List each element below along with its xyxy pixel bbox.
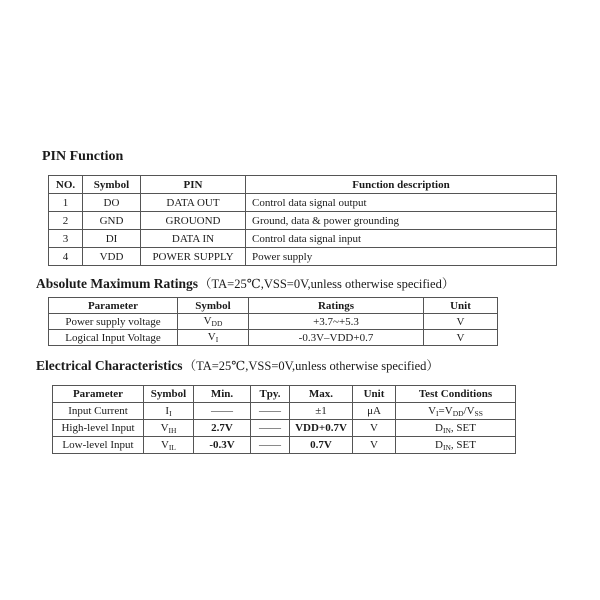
pin-function-heading: PIN Function xyxy=(42,149,124,164)
cell-pin: POWER SUPPLY xyxy=(141,248,246,266)
cell-symbol xyxy=(178,314,249,330)
cell-pin: GROUOND xyxy=(141,212,246,230)
table-row xyxy=(53,403,516,420)
symbol-base: V xyxy=(160,421,169,434)
table-header-row xyxy=(49,298,498,314)
cell-no: 1 xyxy=(49,194,83,212)
tc-text: D xyxy=(435,421,443,434)
table-row xyxy=(49,248,557,266)
cell-unit: V xyxy=(353,420,396,437)
absolute-maximum-ratings-heading xyxy=(36,274,454,292)
col-header-unit: Unit xyxy=(353,386,396,403)
table-row xyxy=(49,330,498,346)
table-row xyxy=(49,212,557,230)
cell-pin: DATA OUT xyxy=(141,194,246,212)
tc-text: D xyxy=(435,438,443,451)
cell-symbol xyxy=(178,330,249,346)
cell-no: 4 xyxy=(49,248,83,266)
tc-subscript: DD xyxy=(452,408,464,418)
table-row xyxy=(49,314,498,330)
cell-symbol: GND xyxy=(83,212,141,230)
tc-subscript: IN xyxy=(442,442,451,452)
cell-max: ±1 xyxy=(290,403,353,420)
symbol-base: I xyxy=(165,404,170,417)
cell-description: Power supply xyxy=(246,248,557,266)
cell-symbol: DI xyxy=(83,230,141,248)
col-header-test-conditions: Test Conditions xyxy=(396,386,516,403)
heading-title: Absolute Maximum Ratings xyxy=(36,276,199,291)
cell-description: Control data signal output xyxy=(246,194,557,212)
col-header-parameter: Parameter xyxy=(53,386,144,403)
cell-max: VDD+0.7V xyxy=(290,420,353,437)
col-header-function-description: Function description xyxy=(246,176,557,194)
symbol-subscript: DD xyxy=(211,319,223,328)
cell-symbol xyxy=(144,420,194,437)
electrical-characteristics-table xyxy=(52,385,516,454)
cell-no: 3 xyxy=(49,230,83,248)
tc-text: , SET xyxy=(450,438,476,451)
pin-function-table xyxy=(48,175,557,266)
cell-no: 2 xyxy=(49,212,83,230)
heading-title: Electrical Characteristics xyxy=(36,358,183,373)
cell-min: —— xyxy=(194,403,251,420)
col-header-tpy: Tpy. xyxy=(251,386,290,403)
cell-unit: V xyxy=(424,314,498,330)
table-header-row xyxy=(53,386,516,403)
cell-test-conditions xyxy=(396,403,516,420)
col-header-ratings: Ratings xyxy=(249,298,424,314)
symbol-base: V xyxy=(160,438,169,451)
col-header-min: Min. xyxy=(194,386,251,403)
cell-ratings: -0.3V–VDD+0.7 xyxy=(249,330,424,346)
heading-condition: （TA=25℃,VSS=0V,unless otherwise specified） xyxy=(199,277,455,291)
table-row xyxy=(49,194,557,212)
cell-ratings: +3.7~+5.3 xyxy=(249,314,424,330)
cell-test-conditions xyxy=(396,420,516,437)
cell-unit: V xyxy=(353,437,396,454)
table-header-row xyxy=(49,176,557,194)
cell-min: 2.7V xyxy=(194,420,251,437)
tc-subscript: SS xyxy=(474,408,483,418)
col-header-max: Max. xyxy=(290,386,353,403)
cell-test-conditions xyxy=(396,437,516,454)
col-header-symbol: Symbol xyxy=(144,386,194,403)
symbol-subscript: IL xyxy=(168,442,177,452)
absolute-maximum-ratings-table xyxy=(48,297,498,346)
cell-description: Control data signal input xyxy=(246,230,557,248)
symbol-base: V xyxy=(203,315,212,327)
cell-parameter: Low-level Input xyxy=(53,437,144,454)
symbol-subscript: I xyxy=(215,335,219,344)
col-header-no: NO. xyxy=(49,176,83,194)
cell-pin: DATA IN xyxy=(141,230,246,248)
cell-tpy: —— xyxy=(251,437,290,454)
col-header-symbol: Symbol xyxy=(178,298,249,314)
cell-parameter: Power supply voltage xyxy=(49,314,178,330)
col-header-unit: Unit xyxy=(424,298,498,314)
electrical-characteristics-heading xyxy=(36,356,439,374)
table-row xyxy=(53,420,516,437)
tc-text: V xyxy=(428,404,437,417)
col-header-parameter: Parameter xyxy=(49,298,178,314)
cell-symbol: VDD xyxy=(83,248,141,266)
symbol-subscript: I xyxy=(169,408,172,418)
col-header-symbol: Symbol xyxy=(83,176,141,194)
cell-unit: V xyxy=(424,330,498,346)
tc-text: /V xyxy=(463,404,475,417)
tc-text: , SET xyxy=(450,421,476,434)
cell-symbol xyxy=(144,437,194,454)
tc-subscript: I xyxy=(436,408,439,418)
cell-description: Ground, data & power grounding xyxy=(246,212,557,230)
tc-subscript: IN xyxy=(442,425,451,435)
heading-condition: （TA=25℃,VSS=0V,unless otherwise specified） xyxy=(183,359,439,373)
cell-symbol: DO xyxy=(83,194,141,212)
symbol-subscript: IH xyxy=(168,425,177,435)
symbol-base: V xyxy=(207,331,216,343)
cell-parameter: Input Current xyxy=(53,403,144,420)
cell-parameter: High-level Input xyxy=(53,420,144,437)
cell-tpy: —— xyxy=(251,420,290,437)
cell-parameter: Logical Input Voltage xyxy=(49,330,178,346)
table-row xyxy=(49,230,557,248)
cell-max: 0.7V xyxy=(290,437,353,454)
table-row xyxy=(53,437,516,454)
cell-symbol xyxy=(144,403,194,420)
cell-unit: μA xyxy=(353,403,396,420)
cell-min: -0.3V xyxy=(194,437,251,454)
tc-text: =V xyxy=(438,404,453,417)
cell-tpy: —— xyxy=(251,403,290,420)
col-header-pin: PIN xyxy=(141,176,246,194)
